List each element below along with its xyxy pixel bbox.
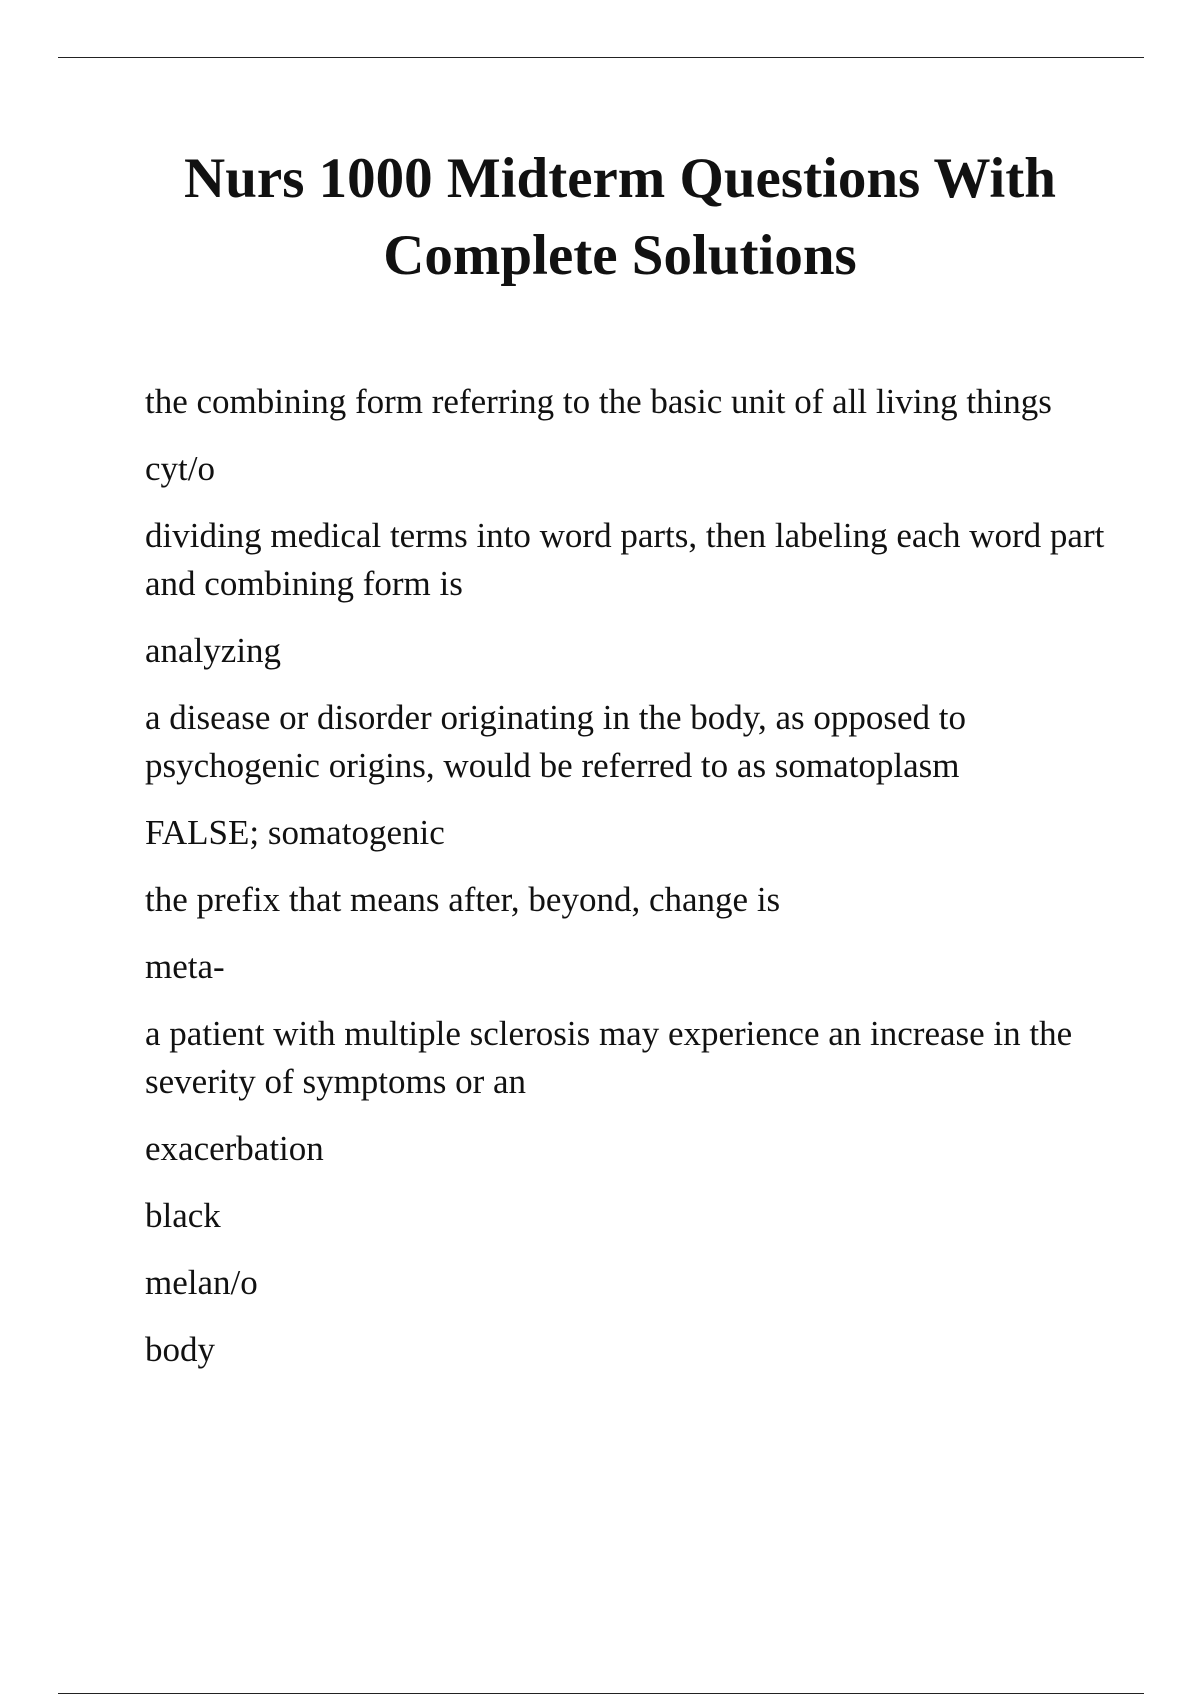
answer-text: meta-: [145, 947, 225, 986]
question-text: dividing medical terms into word parts, then labeling each word part and combining form is: [145, 516, 1105, 603]
answer-text: cyt/o: [145, 449, 215, 488]
question-text: the combining form referring to the basic unit of all living things: [145, 382, 1052, 421]
answer-text: analyzing: [145, 631, 282, 670]
answer-text: FALSE; somatogenic: [145, 813, 445, 852]
answer-text: exacerbation: [145, 1129, 324, 1168]
question-answer-list: [145, 378, 1105, 1393]
question-text: the prefix that means after, beyond, change is: [145, 880, 781, 919]
question-text: a patient with multiple sclerosis may experience an increase in the severity of symptoms or an: [145, 1014, 1073, 1101]
top-rule: [58, 57, 1144, 58]
question-text: a disease or disorder originating in the body, as opposed to psychogenic origins, would be referred to as somatoplasm: [145, 698, 967, 785]
document-title: Nurs 1000 Midterm Questions With Complete Solutions: [184, 147, 1056, 287]
bottom-rule: [58, 1693, 1144, 1694]
question-text: black: [145, 1196, 221, 1235]
question-text: body: [145, 1330, 215, 1369]
answer-text: melan/o: [145, 1263, 258, 1302]
